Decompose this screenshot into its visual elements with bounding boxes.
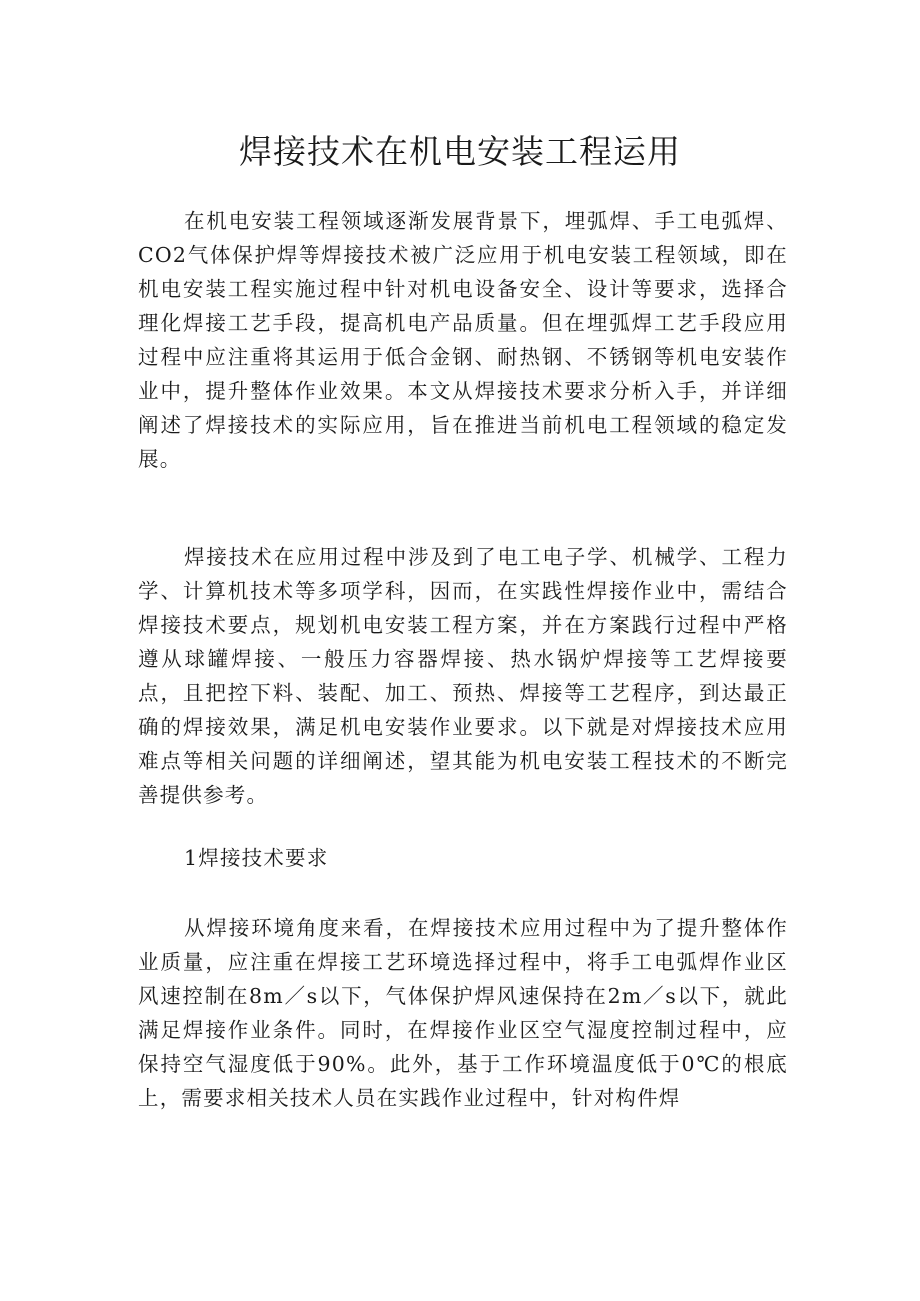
section-heading: 1焊接技术要求 [184, 846, 329, 870]
document-title: 焊接技术在机电安装工程运用 [239, 132, 681, 171]
background-paragraph: 焊接技术在应用过程中涉及到了电工电子学、机械学、工程力学、计算机技术等多项学科，因而，在实践性焊接作业中，需结合焊接技术要点，规划机电安装工程方案，并在方案践行过程中严格遵从球罐焊接、一般压力容器焊接、热水锅炉焊接等工艺焊接要点，且把控下料、装配、加工、预热、焊接等工艺程序，到达最正确的焊接效果，满足机电安装作业要求。以下就是对焊接技术应用难点等相关问题的详细阐述，望其能为机电安装工程技术的不断完善提供参考。 [138, 545, 788, 807]
section-paragraph: 从焊接环境角度来看，在焊接技术应用过程中为了提升整体作业质量，应注重在焊接工艺环境选择过程中，将手工电弧焊作业区风速控制在8m／s以下，气体保护焊风速保持在2m／s以下，就此满足焊接作业条件。同时，在焊接作业区空气湿度控制过程中，应保持空气湿度低于90%。此外，基于工作环境温度低于0℃的根底上，需要求相关技术人员在实践作业过程中，针对构件焊 [138, 916, 788, 1110]
intro-paragraph: 在机电安装工程领域逐渐发展背景下，埋弧焊、手工电弧焊、CO2气体保护焊等焊接技术被广泛应用于机电安装工程领域，即在机电安装工程实施过程中针对机电设备安全、设计等要求，选择合理化焊接工艺手段，提高机电产品质量。但在埋弧焊工艺手段应用过程中应注重将其运用于低合金钢、耐热钢、不锈钢等机电安装作业中，提升整体作业效果。本文从焊接技术要求分析入手，并详细阐述了焊接技术的实际应用，旨在推进当前机电工程领域的稳定发展。 [138, 209, 788, 471]
